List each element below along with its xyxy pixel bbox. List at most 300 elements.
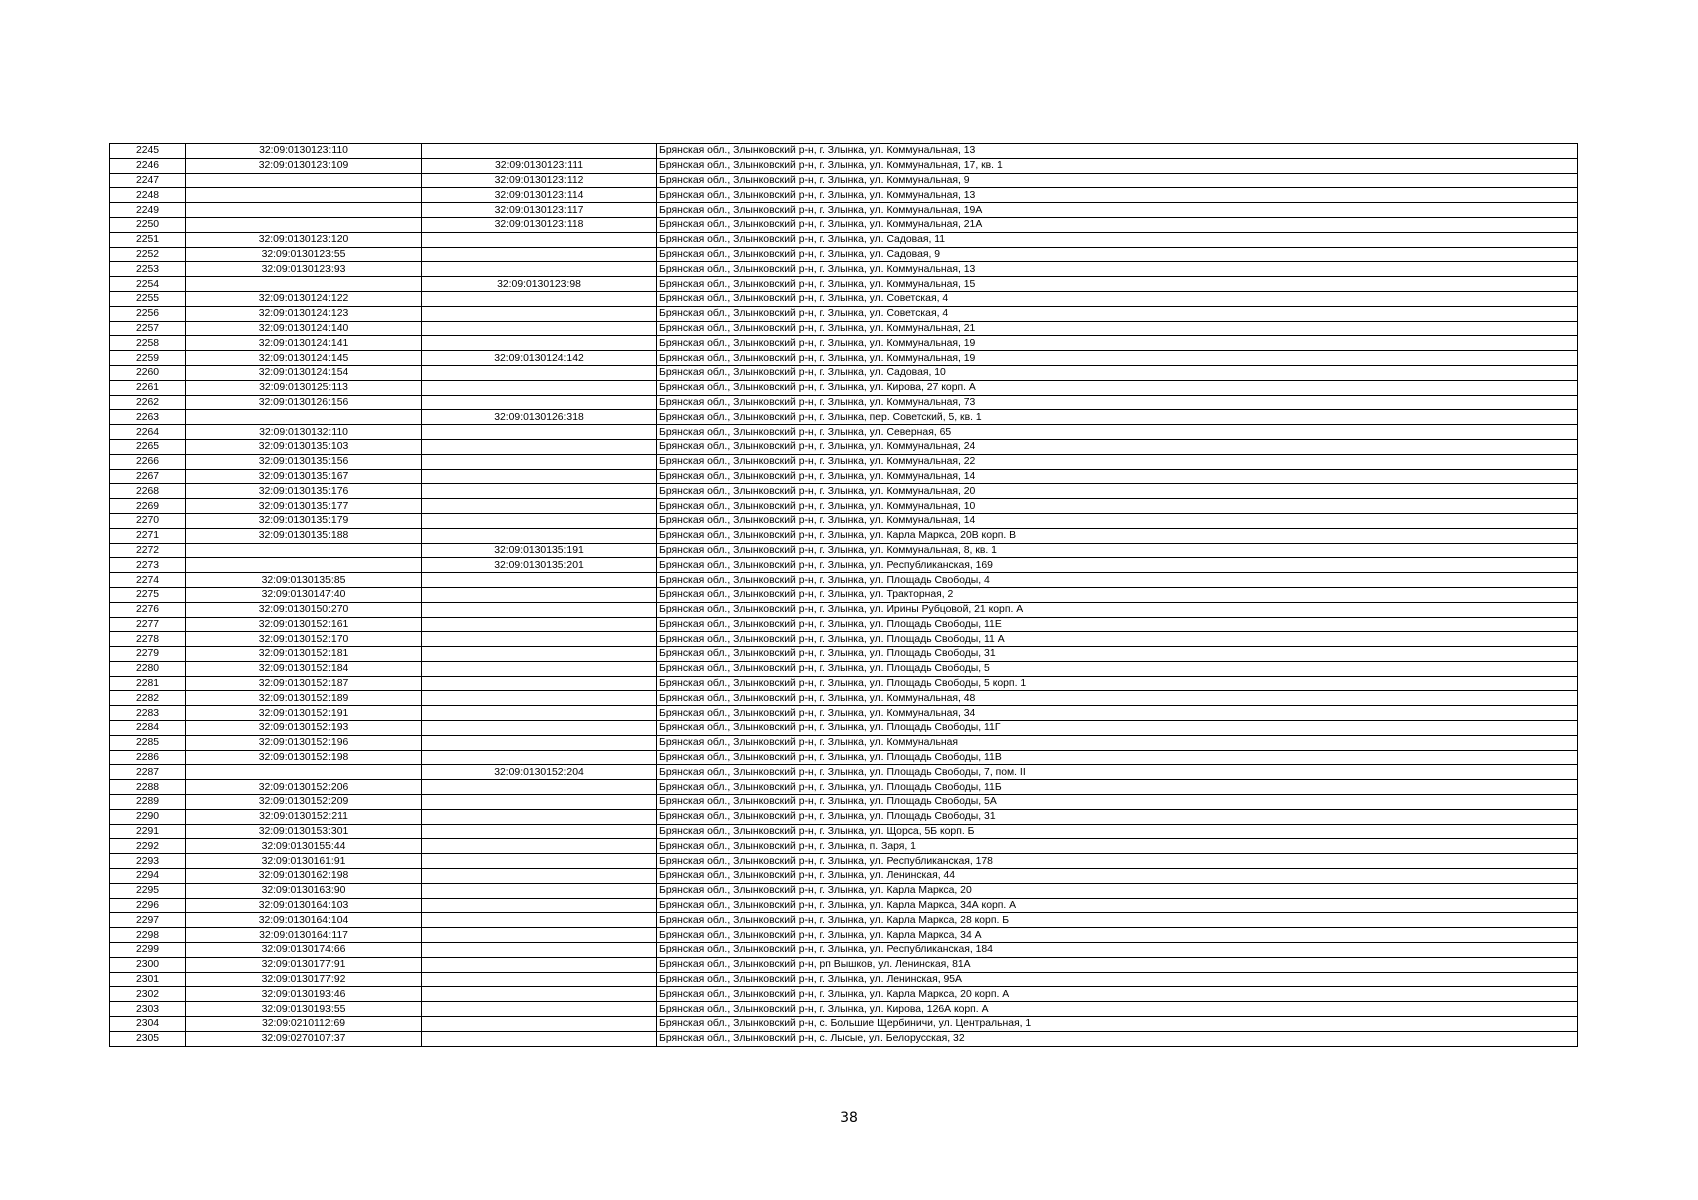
cadastral-number-cell bbox=[186, 765, 422, 780]
related-cadastral-number-cell bbox=[422, 336, 657, 351]
address-cell: Брянская обл., Злынковский р-н, г. Злынка, ул. Карла Маркса, 20 корп. А bbox=[657, 987, 1578, 1002]
cadastral-table bbox=[109, 143, 1578, 1047]
cadastral-number-cell: 32:09:0130152:196 bbox=[186, 735, 422, 750]
related-cadastral-number-cell: 32:09:0130123:117 bbox=[422, 203, 657, 218]
related-cadastral-number-cell: 32:09:0130123:114 bbox=[422, 188, 657, 203]
address-cell: Брянская обл., Злынковский р-н, г. Злынка, ул. Площадь Свободы, 11Б bbox=[657, 780, 1578, 795]
row-number-cell: 2285 bbox=[110, 735, 186, 750]
related-cadastral-number-cell bbox=[422, 735, 657, 750]
address-cell: Брянская обл., Злынковский р-н, г. Злынка, ул. Коммунальная, 14 bbox=[657, 513, 1578, 528]
table-row bbox=[110, 661, 1578, 676]
cadastral-number-cell: 32:09:0130152:193 bbox=[186, 721, 422, 736]
table-row bbox=[110, 321, 1578, 336]
row-number-cell: 2305 bbox=[110, 1031, 186, 1046]
related-cadastral-number-cell bbox=[422, 898, 657, 913]
table-row bbox=[110, 750, 1578, 765]
related-cadastral-number-cell: 32:09:0130135:201 bbox=[422, 558, 657, 573]
address-cell: Брянская обл., Злынковский р-н, г. Злынка, ул. Тракторная, 2 bbox=[657, 587, 1578, 602]
address-cell: Брянская обл., Злынковский р-н, г. Злынка, ул. Ленинская, 44 bbox=[657, 869, 1578, 884]
address-cell: Брянская обл., Злынковский р-н, г. Злынка, ул. Коммунальная, 19А bbox=[657, 203, 1578, 218]
related-cadastral-number-cell: 32:09:0130123:111 bbox=[422, 158, 657, 173]
address-cell: Брянская обл., Злынковский р-н, г. Злынка, ул. Коммунальная, 10 bbox=[657, 499, 1578, 514]
cadastral-number-cell: 32:09:0130135:188 bbox=[186, 528, 422, 543]
row-number-cell: 2258 bbox=[110, 336, 186, 351]
table-row bbox=[110, 144, 1578, 159]
related-cadastral-number-cell: 32:09:0130123:98 bbox=[422, 277, 657, 292]
related-cadastral-number-cell: 32:09:0130152:204 bbox=[422, 765, 657, 780]
address-cell: Брянская обл., Злынковский р-н, г. Злынка, ул. Садовая, 9 bbox=[657, 247, 1578, 262]
related-cadastral-number-cell bbox=[422, 839, 657, 854]
table-row bbox=[110, 262, 1578, 277]
row-number-cell: 2255 bbox=[110, 291, 186, 306]
cadastral-number-cell: 32:09:0130126:156 bbox=[186, 395, 422, 410]
table-row bbox=[110, 824, 1578, 839]
row-number-cell: 2272 bbox=[110, 543, 186, 558]
address-cell: Брянская обл., Злынковский р-н, г. Злынка, ул. Карла Маркса, 28 корп. Б bbox=[657, 913, 1578, 928]
cadastral-number-cell: 32:09:0130155:44 bbox=[186, 839, 422, 854]
related-cadastral-number-cell bbox=[422, 306, 657, 321]
address-cell: Брянская обл., Злынковский р-н, г. Злынка, п. Заря, 1 bbox=[657, 839, 1578, 854]
address-cell: Брянская обл., Злынковский р-н, г. Злынка, ул. Коммунальная, 15 bbox=[657, 277, 1578, 292]
table-row bbox=[110, 972, 1578, 987]
table-row bbox=[110, 1031, 1578, 1046]
related-cadastral-number-cell bbox=[422, 587, 657, 602]
row-number-cell: 2269 bbox=[110, 499, 186, 514]
cadastral-number-cell: 32:09:0130123:93 bbox=[186, 262, 422, 277]
cadastral-number-cell: 32:09:0130152:170 bbox=[186, 632, 422, 647]
table-row bbox=[110, 587, 1578, 602]
table-row bbox=[110, 809, 1578, 824]
cadastral-number-cell: 32:09:0130123:55 bbox=[186, 247, 422, 262]
address-cell: Брянская обл., Злынковский р-н, г. Злынка, ул. Ленинская, 95А bbox=[657, 972, 1578, 987]
row-number-cell: 2300 bbox=[110, 957, 186, 972]
related-cadastral-number-cell bbox=[422, 321, 657, 336]
related-cadastral-number-cell bbox=[422, 750, 657, 765]
table-row bbox=[110, 528, 1578, 543]
row-number-cell: 2276 bbox=[110, 602, 186, 617]
address-cell: Брянская обл., Злынковский р-н, г. Злынка, ул. Коммунальная, 17, кв. 1 bbox=[657, 158, 1578, 173]
cadastral-number-cell bbox=[186, 543, 422, 558]
row-number-cell: 2247 bbox=[110, 173, 186, 188]
address-cell: Брянская обл., Злынковский р-н, г. Злынка, ул. Щорса, 5Б корп. Б bbox=[657, 824, 1578, 839]
cadastral-number-cell: 32:09:0130152:184 bbox=[186, 661, 422, 676]
table-row bbox=[110, 898, 1578, 913]
cadastral-number-cell: 32:09:0130135:85 bbox=[186, 573, 422, 588]
address-cell: Брянская обл., Злынковский р-н, г. Злынка, ул. Коммунальная, 8, кв. 1 bbox=[657, 543, 1578, 558]
cadastral-number-cell: 32:09:0270107:37 bbox=[186, 1031, 422, 1046]
table-row bbox=[110, 854, 1578, 869]
table-row bbox=[110, 336, 1578, 351]
related-cadastral-number-cell bbox=[422, 380, 657, 395]
address-cell: Брянская обл., Злынковский р-н, г. Злынка, ул. Садовая, 11 bbox=[657, 232, 1578, 247]
related-cadastral-number-cell bbox=[422, 365, 657, 380]
table-row bbox=[110, 617, 1578, 632]
row-number-cell: 2260 bbox=[110, 365, 186, 380]
address-cell: Брянская обл., Злынковский р-н, г. Злынка, ул. Коммунальная, 73 bbox=[657, 395, 1578, 410]
row-number-cell: 2256 bbox=[110, 306, 186, 321]
related-cadastral-number-cell bbox=[422, 957, 657, 972]
cadastral-number-cell: 32:09:0130152:181 bbox=[186, 647, 422, 662]
table-row bbox=[110, 188, 1578, 203]
table-row bbox=[110, 632, 1578, 647]
address-cell: Брянская обл., Злынковский р-н, г. Злынка, ул. Площадь Свободы, 31 bbox=[657, 809, 1578, 824]
row-number-cell: 2253 bbox=[110, 262, 186, 277]
row-number-cell: 2266 bbox=[110, 454, 186, 469]
address-cell: Брянская обл., Злынковский р-н, г. Злынка, ул. Коммунальная, 21 bbox=[657, 321, 1578, 336]
table-row bbox=[110, 306, 1578, 321]
table-row bbox=[110, 513, 1578, 528]
table-row bbox=[110, 780, 1578, 795]
related-cadastral-number-cell: 32:09:0130123:112 bbox=[422, 173, 657, 188]
cadastral-number-cell: 32:09:0130152:187 bbox=[186, 676, 422, 691]
cadastral-number-cell: 32:09:0130124:122 bbox=[186, 291, 422, 306]
table-row bbox=[110, 351, 1578, 366]
address-cell: Брянская обл., Злынковский р-н, г. Злынка, ул. Республиканская, 184 bbox=[657, 943, 1578, 958]
address-cell: Брянская обл., Злынковский р-н, г. Злынка, ул. Северная, 65 bbox=[657, 425, 1578, 440]
row-number-cell: 2267 bbox=[110, 469, 186, 484]
cadastral-number-cell: 32:09:0130193:55 bbox=[186, 1002, 422, 1017]
address-cell: Брянская обл., Злынковский р-н, г. Злынка, ул. Советская, 4 bbox=[657, 291, 1578, 306]
cadastral-number-cell: 32:09:0130152:161 bbox=[186, 617, 422, 632]
related-cadastral-number-cell bbox=[422, 913, 657, 928]
row-number-cell: 2290 bbox=[110, 809, 186, 824]
table-row bbox=[110, 410, 1578, 425]
row-number-cell: 2303 bbox=[110, 1002, 186, 1017]
related-cadastral-number-cell bbox=[422, 972, 657, 987]
related-cadastral-number-cell bbox=[422, 824, 657, 839]
row-number-cell: 2274 bbox=[110, 573, 186, 588]
cadastral-number-cell: 32:09:0130161:91 bbox=[186, 854, 422, 869]
table-row bbox=[110, 439, 1578, 454]
row-number-cell: 2280 bbox=[110, 661, 186, 676]
address-cell: Брянская обл., Злынковский р-н, г. Злынка, ул. Коммунальная, 48 bbox=[657, 691, 1578, 706]
cadastral-number-cell: 32:09:0130132:110 bbox=[186, 425, 422, 440]
related-cadastral-number-cell bbox=[422, 262, 657, 277]
related-cadastral-number-cell bbox=[422, 573, 657, 588]
address-cell: Брянская обл., Злынковский р-н, г. Злынка, ул. Карла Маркса, 20В корп. В bbox=[657, 528, 1578, 543]
address-cell: Брянская обл., Злынковский р-н, г. Злынка, ул. Коммунальная, 24 bbox=[657, 439, 1578, 454]
table-row bbox=[110, 499, 1578, 514]
cadastral-number-cell: 32:09:0130164:103 bbox=[186, 898, 422, 913]
cadastral-number-cell bbox=[186, 173, 422, 188]
related-cadastral-number-cell bbox=[422, 647, 657, 662]
address-cell: Брянская обл., Злынковский р-н, г. Злынка, ул. Карла Маркса, 34А корп. А bbox=[657, 898, 1578, 913]
table-row bbox=[110, 573, 1578, 588]
address-cell: Брянская обл., Злынковский р-н, с. Лысые, ул. Белорусская, 32 bbox=[657, 1031, 1578, 1046]
related-cadastral-number-cell: 32:09:0130135:191 bbox=[422, 543, 657, 558]
table-row bbox=[110, 795, 1578, 810]
table-row bbox=[110, 647, 1578, 662]
address-cell: Брянская обл., Злынковский р-н, г. Злынка, ул. Республиканская, 169 bbox=[657, 558, 1578, 573]
row-number-cell: 2292 bbox=[110, 839, 186, 854]
cadastral-number-cell bbox=[186, 217, 422, 232]
related-cadastral-number-cell bbox=[422, 395, 657, 410]
address-cell: Брянская обл., Злынковский р-н, г. Злынка, ул. Площадь Свободы, 7, пом. II bbox=[657, 765, 1578, 780]
row-number-cell: 2302 bbox=[110, 987, 186, 1002]
address-cell: Брянская обл., Злынковский р-н, г. Злынка, ул. Площадь Свободы, 5 bbox=[657, 661, 1578, 676]
address-cell: Брянская обл., Злынковский р-н, г. Злынка, ул. Карла Маркса, 34 А bbox=[657, 928, 1578, 943]
related-cadastral-number-cell bbox=[422, 869, 657, 884]
cadastral-number-cell: 32:09:0130124:141 bbox=[186, 336, 422, 351]
address-cell: Брянская обл., Злынковский р-н, г. Злынка, ул. Коммунальная, 13 bbox=[657, 144, 1578, 159]
related-cadastral-number-cell bbox=[422, 513, 657, 528]
address-cell: Брянская обл., Злынковский р-н, г. Злынка, ул. Площадь Свободы, 4 bbox=[657, 573, 1578, 588]
related-cadastral-number-cell bbox=[422, 1002, 657, 1017]
row-number-cell: 2294 bbox=[110, 869, 186, 884]
related-cadastral-number-cell bbox=[422, 883, 657, 898]
cadastral-number-cell bbox=[186, 188, 422, 203]
related-cadastral-number-cell bbox=[422, 721, 657, 736]
table-row bbox=[110, 721, 1578, 736]
address-cell: Брянская обл., Злынковский р-н, г. Злынка, ул. Коммунальная, 13 bbox=[657, 188, 1578, 203]
table-row bbox=[110, 425, 1578, 440]
cadastral-number-cell: 32:09:0130124:140 bbox=[186, 321, 422, 336]
address-cell: Брянская обл., Злынковский р-н, г. Злынка, ул. Карла Маркса, 20 bbox=[657, 883, 1578, 898]
related-cadastral-number-cell bbox=[422, 706, 657, 721]
address-cell: Брянская обл., Злынковский р-н, г. Злынка, ул. Коммунальная, 20 bbox=[657, 484, 1578, 499]
cadastral-number-cell: 32:09:0130135:167 bbox=[186, 469, 422, 484]
address-cell: Брянская обл., Злынковский р-н, рп Вышков, ул. Ленинская, 81А bbox=[657, 957, 1578, 972]
cadastral-number-cell bbox=[186, 410, 422, 425]
row-number-cell: 2298 bbox=[110, 928, 186, 943]
row-number-cell: 2264 bbox=[110, 425, 186, 440]
row-number-cell: 2288 bbox=[110, 780, 186, 795]
address-cell: Брянская обл., Злынковский р-н, г. Злынка, ул. Площадь Свободы, 11Е bbox=[657, 617, 1578, 632]
cadastral-number-cell: 32:09:0130124:154 bbox=[186, 365, 422, 380]
row-number-cell: 2254 bbox=[110, 277, 186, 292]
table-row bbox=[110, 735, 1578, 750]
cadastral-number-cell: 32:09:0130135:176 bbox=[186, 484, 422, 499]
address-cell: Брянская обл., Злынковский р-н, г. Злынка, ул. Площадь Свободы, 31 bbox=[657, 647, 1578, 662]
row-number-cell: 2297 bbox=[110, 913, 186, 928]
table-row bbox=[110, 839, 1578, 854]
row-number-cell: 2283 bbox=[110, 706, 186, 721]
related-cadastral-number-cell bbox=[422, 1031, 657, 1046]
table-row bbox=[110, 1002, 1578, 1017]
related-cadastral-number-cell bbox=[422, 795, 657, 810]
related-cadastral-number-cell: 32:09:0130126:318 bbox=[422, 410, 657, 425]
address-cell: Брянская обл., Злынковский р-н, г. Злынка, ул. Площадь Свободы, 11В bbox=[657, 750, 1578, 765]
table-row bbox=[110, 277, 1578, 292]
cadastral-number-cell: 32:09:0130174:66 bbox=[186, 943, 422, 958]
cadastral-number-cell bbox=[186, 277, 422, 292]
table-row bbox=[110, 558, 1578, 573]
related-cadastral-number-cell bbox=[422, 499, 657, 514]
table-row bbox=[110, 380, 1578, 395]
related-cadastral-number-cell bbox=[422, 144, 657, 159]
address-cell: Брянская обл., Злынковский р-н, с. Большие Щербиничи, ул. Центральная, 1 bbox=[657, 1017, 1578, 1032]
address-cell: Брянская обл., Злынковский р-н, г. Злынка, ул. Коммунальная, 14 bbox=[657, 469, 1578, 484]
related-cadastral-number-cell bbox=[422, 232, 657, 247]
cadastral-number-cell: 32:09:0130123:109 bbox=[186, 158, 422, 173]
row-number-cell: 2268 bbox=[110, 484, 186, 499]
address-cell: Брянская обл., Злынковский р-н, г. Злынка, ул. Республиканская, 178 bbox=[657, 854, 1578, 869]
address-cell: Брянская обл., Злынковский р-н, г. Злынка, ул. Коммунальная, 13 bbox=[657, 262, 1578, 277]
row-number-cell: 2245 bbox=[110, 144, 186, 159]
related-cadastral-number-cell bbox=[422, 484, 657, 499]
cadastral-number-cell: 32:09:0130135:179 bbox=[186, 513, 422, 528]
row-number-cell: 2252 bbox=[110, 247, 186, 262]
row-number-cell: 2293 bbox=[110, 854, 186, 869]
table-row bbox=[110, 395, 1578, 410]
row-number-cell: 2296 bbox=[110, 898, 186, 913]
row-number-cell: 2275 bbox=[110, 587, 186, 602]
row-number-cell: 2270 bbox=[110, 513, 186, 528]
related-cadastral-number-cell bbox=[422, 469, 657, 484]
table-row bbox=[110, 706, 1578, 721]
table-row bbox=[110, 454, 1578, 469]
address-cell: Брянская обл., Злынковский р-н, г. Злынка, ул. Площадь Свободы, 11Г bbox=[657, 721, 1578, 736]
table-row bbox=[110, 602, 1578, 617]
table-row bbox=[110, 203, 1578, 218]
row-number-cell: 2246 bbox=[110, 158, 186, 173]
row-number-cell: 2301 bbox=[110, 972, 186, 987]
address-cell: Брянская обл., Злынковский р-н, г. Злынка, ул. Коммунальная, 19 bbox=[657, 336, 1578, 351]
table-row bbox=[110, 247, 1578, 262]
related-cadastral-number-cell bbox=[422, 691, 657, 706]
cadastral-number-cell: 32:09:0130163:90 bbox=[186, 883, 422, 898]
table-row bbox=[110, 291, 1578, 306]
cadastral-number-cell: 32:09:0130152:191 bbox=[186, 706, 422, 721]
row-number-cell: 2249 bbox=[110, 203, 186, 218]
table-body bbox=[110, 144, 1578, 1047]
row-number-cell: 2248 bbox=[110, 188, 186, 203]
related-cadastral-number-cell bbox=[422, 780, 657, 795]
table-row bbox=[110, 943, 1578, 958]
related-cadastral-number-cell bbox=[422, 928, 657, 943]
address-cell: Брянская обл., Злынковский р-н, г. Злынка, ул. Советская, 4 bbox=[657, 306, 1578, 321]
row-number-cell: 2251 bbox=[110, 232, 186, 247]
table-row bbox=[110, 1017, 1578, 1032]
table-row bbox=[110, 883, 1578, 898]
table-row bbox=[110, 765, 1578, 780]
table-row bbox=[110, 173, 1578, 188]
address-cell: Брянская обл., Злынковский р-н, г. Злынка, ул. Кирова, 27 корп. А bbox=[657, 380, 1578, 395]
address-cell: Брянская обл., Злынковский р-н, г. Злынка, ул. Коммунальная, 9 bbox=[657, 173, 1578, 188]
related-cadastral-number-cell bbox=[422, 247, 657, 262]
cadastral-number-cell: 32:09:0130135:103 bbox=[186, 439, 422, 454]
cadastral-number-cell: 32:09:0130152:211 bbox=[186, 809, 422, 824]
row-number-cell: 2259 bbox=[110, 351, 186, 366]
address-cell: Брянская обл., Злынковский р-н, г. Злынка, пер. Советский, 5, кв. 1 bbox=[657, 410, 1578, 425]
related-cadastral-number-cell bbox=[422, 661, 657, 676]
page-number: 38 bbox=[840, 1110, 858, 1126]
table-row bbox=[110, 232, 1578, 247]
table-row bbox=[110, 365, 1578, 380]
related-cadastral-number-cell bbox=[422, 632, 657, 647]
address-cell: Брянская обл., Злынковский р-н, г. Злынка, ул. Садовая, 10 bbox=[657, 365, 1578, 380]
table-row bbox=[110, 469, 1578, 484]
cadastral-number-cell: 32:09:0130152:198 bbox=[186, 750, 422, 765]
related-cadastral-number-cell bbox=[422, 943, 657, 958]
row-number-cell: 2250 bbox=[110, 217, 186, 232]
row-number-cell: 2286 bbox=[110, 750, 186, 765]
table-row bbox=[110, 484, 1578, 499]
table-row bbox=[110, 543, 1578, 558]
cadastral-number-cell: 32:09:0130193:46 bbox=[186, 987, 422, 1002]
table-row bbox=[110, 928, 1578, 943]
related-cadastral-number-cell bbox=[422, 617, 657, 632]
cadastral-number-cell: 32:09:0130124:145 bbox=[186, 351, 422, 366]
cadastral-number-cell: 32:09:0130152:189 bbox=[186, 691, 422, 706]
cadastral-number-cell: 32:09:0130147:40 bbox=[186, 587, 422, 602]
table-row bbox=[110, 913, 1578, 928]
cadastral-number-cell bbox=[186, 558, 422, 573]
table-row bbox=[110, 869, 1578, 884]
address-cell: Брянская обл., Злынковский р-н, г. Злынка, ул. Площадь Свободы, 11 А bbox=[657, 632, 1578, 647]
cadastral-number-cell: 32:09:0130150:270 bbox=[186, 602, 422, 617]
cadastral-number-cell: 32:09:0130152:206 bbox=[186, 780, 422, 795]
related-cadastral-number-cell bbox=[422, 1017, 657, 1032]
row-number-cell: 2284 bbox=[110, 721, 186, 736]
table-row bbox=[110, 158, 1578, 173]
table-row bbox=[110, 217, 1578, 232]
cadastral-number-cell: 32:09:0130125:113 bbox=[186, 380, 422, 395]
cadastral-number-cell: 32:09:0130162:198 bbox=[186, 869, 422, 884]
address-cell: Брянская обл., Злынковский р-н, г. Злынка, ул. Площадь Свободы, 5А bbox=[657, 795, 1578, 810]
row-number-cell: 2257 bbox=[110, 321, 186, 336]
cadastral-number-cell: 32:09:0130177:91 bbox=[186, 957, 422, 972]
address-cell: Брянская обл., Злынковский р-н, г. Злынка, ул. Коммунальная, 21А bbox=[657, 217, 1578, 232]
row-number-cell: 2265 bbox=[110, 439, 186, 454]
row-number-cell: 2279 bbox=[110, 647, 186, 662]
cadastral-number-cell: 32:09:0130164:104 bbox=[186, 913, 422, 928]
cadastral-number-cell: 32:09:0130135:156 bbox=[186, 454, 422, 469]
related-cadastral-number-cell bbox=[422, 809, 657, 824]
row-number-cell: 2273 bbox=[110, 558, 186, 573]
related-cadastral-number-cell: 32:09:0130124:142 bbox=[422, 351, 657, 366]
row-number-cell: 2271 bbox=[110, 528, 186, 543]
related-cadastral-number-cell bbox=[422, 291, 657, 306]
table-row bbox=[110, 691, 1578, 706]
address-cell: Брянская обл., Злынковский р-н, г. Злынка, ул. Коммунальная, 34 bbox=[657, 706, 1578, 721]
related-cadastral-number-cell bbox=[422, 425, 657, 440]
row-number-cell: 2289 bbox=[110, 795, 186, 810]
related-cadastral-number-cell bbox=[422, 528, 657, 543]
related-cadastral-number-cell bbox=[422, 439, 657, 454]
address-cell: Брянская обл., Злынковский р-н, г. Злынка, ул. Коммунальная, 19 bbox=[657, 351, 1578, 366]
row-number-cell: 2287 bbox=[110, 765, 186, 780]
cadastral-number-cell: 32:09:0130123:110 bbox=[186, 144, 422, 159]
address-cell: Брянская обл., Злынковский р-н, г. Злынка, ул. Кирова, 126А корп. А bbox=[657, 1002, 1578, 1017]
related-cadastral-number-cell bbox=[422, 987, 657, 1002]
row-number-cell: 2277 bbox=[110, 617, 186, 632]
row-number-cell: 2282 bbox=[110, 691, 186, 706]
row-number-cell: 2261 bbox=[110, 380, 186, 395]
related-cadastral-number-cell bbox=[422, 676, 657, 691]
row-number-cell: 2278 bbox=[110, 632, 186, 647]
row-number-cell: 2262 bbox=[110, 395, 186, 410]
row-number-cell: 2299 bbox=[110, 943, 186, 958]
cadastral-number-cell bbox=[186, 203, 422, 218]
table-row bbox=[110, 957, 1578, 972]
cadastral-number-cell: 32:09:0130135:177 bbox=[186, 499, 422, 514]
table-row bbox=[110, 987, 1578, 1002]
row-number-cell: 2295 bbox=[110, 883, 186, 898]
related-cadastral-number-cell bbox=[422, 454, 657, 469]
cadastral-number-cell: 32:09:0130123:120 bbox=[186, 232, 422, 247]
row-number-cell: 2281 bbox=[110, 676, 186, 691]
related-cadastral-number-cell bbox=[422, 602, 657, 617]
address-cell: Брянская обл., Злынковский р-н, г. Злынка, ул. Коммунальная bbox=[657, 735, 1578, 750]
related-cadastral-number-cell bbox=[422, 854, 657, 869]
cadastral-number-cell: 32:09:0210112:69 bbox=[186, 1017, 422, 1032]
table-row bbox=[110, 676, 1578, 691]
address-cell: Брянская обл., Злынковский р-н, г. Злынка, ул. Площадь Свободы, 5 корп. 1 bbox=[657, 676, 1578, 691]
cadastral-number-cell: 32:09:0130152:209 bbox=[186, 795, 422, 810]
address-cell: Брянская обл., Злынковский р-н, г. Злынка, ул. Коммунальная, 22 bbox=[657, 454, 1578, 469]
address-cell: Брянская обл., Злынковский р-н, г. Злынка, ул. Ирины Рубцовой, 21 корп. А bbox=[657, 602, 1578, 617]
